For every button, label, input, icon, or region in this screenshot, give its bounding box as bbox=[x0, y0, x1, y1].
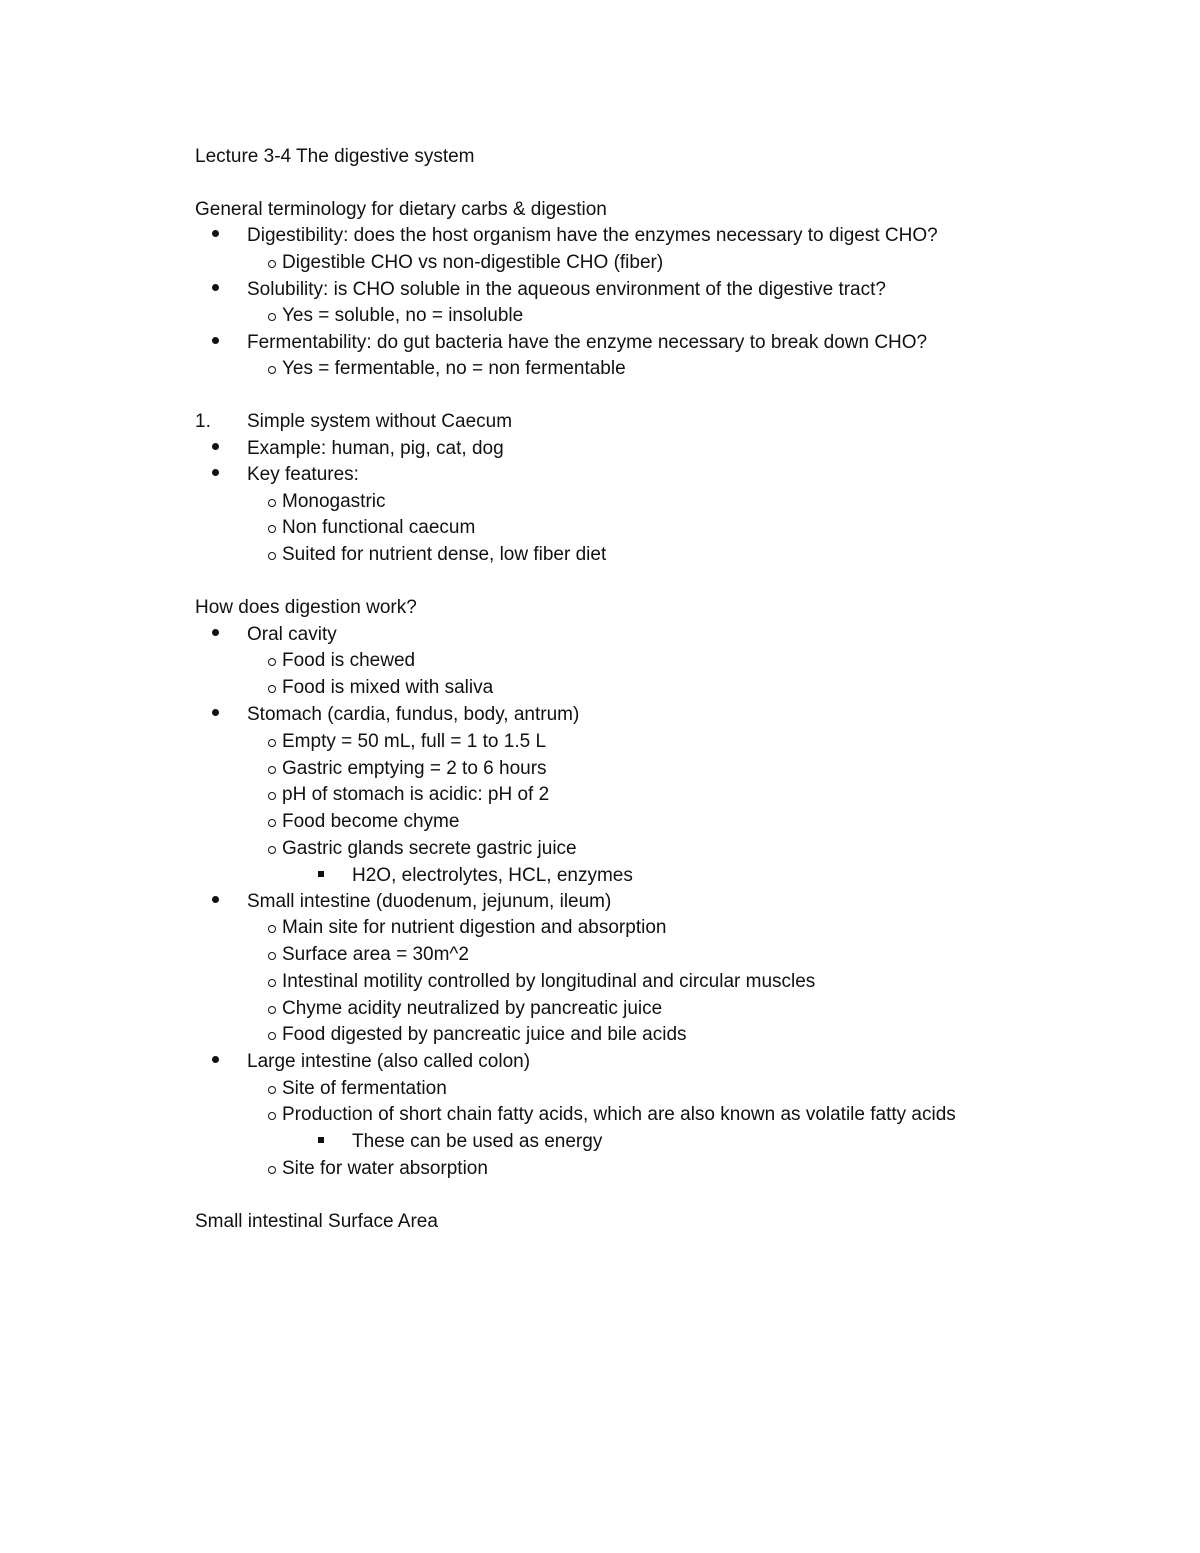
list-item-text: Simple system without Caecum bbox=[247, 411, 513, 432]
text-line bbox=[0, 594, 1200, 621]
bullet-circle-icon bbox=[268, 658, 276, 666]
list-item-text: Oral cavity bbox=[247, 624, 337, 645]
bullet-disc-icon bbox=[212, 629, 219, 636]
bullet-circle-icon bbox=[268, 1006, 276, 1014]
bullet-circle-icon bbox=[268, 1086, 276, 1094]
bullet-circle-icon bbox=[268, 925, 276, 933]
list-item-text: Fermentability: do gut bacteria have the enzyme necessary to break down CHO? bbox=[247, 332, 928, 353]
list-item-text: Example: human, pig, cat, dog bbox=[247, 438, 504, 459]
list-item-text: Gastric emptying = 2 to 6 hours bbox=[282, 758, 547, 779]
list-item-text: Non functional caecum bbox=[282, 517, 476, 538]
list-item-text: Large intestine (also called colon) bbox=[247, 1051, 531, 1072]
text-line bbox=[0, 862, 1200, 889]
bullet-square-icon bbox=[318, 871, 324, 877]
bullet-square-icon bbox=[318, 1137, 324, 1143]
heading-text: How does digestion work? bbox=[195, 597, 417, 618]
text-line bbox=[0, 1128, 1200, 1155]
text-line bbox=[0, 488, 1200, 515]
text-line bbox=[0, 621, 1200, 648]
list-item-text: Digestibility: does the host organism have the enzymes necessary to digest CHO? bbox=[247, 225, 938, 246]
list-item-text: These can be used as energy bbox=[352, 1131, 603, 1152]
text-line bbox=[0, 249, 1200, 276]
list-item-text: Site of fermentation bbox=[282, 1078, 447, 1099]
heading-text: Small intestinal Surface Area bbox=[195, 1211, 438, 1232]
text-line bbox=[0, 888, 1200, 915]
bullet-disc-icon bbox=[212, 709, 219, 716]
text-line bbox=[0, 968, 1200, 995]
text-line bbox=[0, 143, 1200, 170]
list-item-text: Solubility: is CHO soluble in the aqueous environment of the digestive tract? bbox=[247, 279, 886, 300]
bullet-disc-icon bbox=[212, 896, 219, 903]
bullet-circle-icon bbox=[268, 1032, 276, 1040]
list-item-text: Food become chyme bbox=[282, 811, 460, 832]
bullet-disc-icon bbox=[212, 230, 219, 237]
list-item-text: Small intestine (duodenum, jejunum, ileum) bbox=[247, 891, 612, 912]
text-line bbox=[0, 435, 1200, 462]
list-item-text: Digestible CHO vs non-digestible CHO (fiber) bbox=[282, 252, 664, 273]
bullet-circle-icon bbox=[268, 499, 276, 507]
text-line bbox=[0, 941, 1200, 968]
bullet-circle-icon bbox=[268, 313, 276, 321]
text-line bbox=[0, 808, 1200, 835]
bullet-disc-icon bbox=[212, 1056, 219, 1063]
bullet-circle-icon bbox=[268, 685, 276, 693]
list-item-text: Yes = soluble, no = insoluble bbox=[282, 305, 524, 326]
list-item-text: Suited for nutrient dense, low fiber diet bbox=[282, 544, 607, 565]
text-line bbox=[0, 222, 1200, 249]
list-item-text: Chyme acidity neutralized by pancreatic juice bbox=[282, 998, 663, 1019]
bullet-circle-icon bbox=[268, 366, 276, 374]
list-item-text: Surface area = 30m^2 bbox=[282, 944, 469, 965]
list-item-text: H2O, electrolytes, HCL, enzymes bbox=[352, 865, 633, 886]
bullet-circle-icon bbox=[268, 1166, 276, 1174]
bullet-circle-icon bbox=[268, 1112, 276, 1120]
text-line bbox=[0, 541, 1200, 568]
bullet-disc-icon bbox=[212, 469, 219, 476]
bullet-disc-icon bbox=[212, 284, 219, 291]
bullet-disc-icon bbox=[212, 337, 219, 344]
list-item-text: Food is mixed with saliva bbox=[282, 677, 494, 698]
list-item-text: Yes = fermentable, no = non fermentable bbox=[282, 358, 626, 379]
text-line bbox=[0, 914, 1200, 941]
bullet-circle-icon bbox=[268, 525, 276, 533]
text-line bbox=[0, 728, 1200, 755]
text-line bbox=[0, 755, 1200, 782]
list-item-text: Site for water absorption bbox=[282, 1158, 488, 1179]
list-item-text: Food digested by pancreatic juice and bile acids bbox=[282, 1024, 687, 1045]
bullet-circle-icon bbox=[268, 952, 276, 960]
bullet-circle-icon bbox=[268, 979, 276, 987]
list-item-text: Food is chewed bbox=[282, 650, 416, 671]
text-line bbox=[0, 1048, 1200, 1075]
text-line bbox=[0, 781, 1200, 808]
heading-text: Lecture 3-4 The digestive system bbox=[195, 146, 475, 167]
text-line bbox=[0, 1155, 1200, 1182]
list-item-text: Production of short chain fatty acids, which are also known as volatile fatty acids bbox=[282, 1104, 956, 1125]
text-line bbox=[0, 302, 1200, 329]
text-line bbox=[0, 276, 1200, 303]
text-line bbox=[0, 329, 1200, 356]
text-line bbox=[0, 995, 1200, 1022]
text-line bbox=[0, 461, 1200, 488]
text-line bbox=[0, 408, 1200, 435]
text-line bbox=[0, 701, 1200, 728]
list-item-text: pH of stomach is acidic: pH of 2 bbox=[282, 784, 550, 805]
text-line bbox=[0, 1208, 1200, 1235]
text-line bbox=[0, 674, 1200, 701]
bullet-circle-icon bbox=[268, 739, 276, 747]
list-item-text: Main site for nutrient digestion and absorption bbox=[282, 917, 667, 938]
heading-text: General terminology for dietary carbs & digestion bbox=[195, 199, 607, 220]
text-line bbox=[0, 1021, 1200, 1048]
text-line bbox=[0, 647, 1200, 674]
text-line bbox=[0, 1101, 1200, 1128]
bullet-circle-icon bbox=[268, 766, 276, 774]
text-line bbox=[0, 196, 1200, 223]
bullet-circle-icon bbox=[268, 819, 276, 827]
bullet-circle-icon bbox=[268, 792, 276, 800]
list-item-text: Gastric glands secrete gastric juice bbox=[282, 838, 577, 859]
list-item-text: Intestinal motility controlled by longitudinal and circular muscles bbox=[282, 971, 816, 992]
text-line bbox=[0, 514, 1200, 541]
list-number: 1. bbox=[195, 411, 211, 432]
text-line bbox=[0, 1075, 1200, 1102]
text-line bbox=[0, 835, 1200, 862]
list-item-text: Monogastric bbox=[282, 491, 386, 512]
list-item-text: Key features: bbox=[247, 464, 359, 485]
list-item-text: Empty = 50 mL, full = 1 to 1.5 L bbox=[282, 731, 547, 752]
bullet-circle-icon bbox=[268, 846, 276, 854]
bullet-disc-icon bbox=[212, 443, 219, 450]
list-item-text: Stomach (cardia, fundus, body, antrum) bbox=[247, 704, 580, 725]
bullet-circle-icon bbox=[268, 260, 276, 268]
text-line bbox=[0, 355, 1200, 382]
bullet-circle-icon bbox=[268, 552, 276, 560]
